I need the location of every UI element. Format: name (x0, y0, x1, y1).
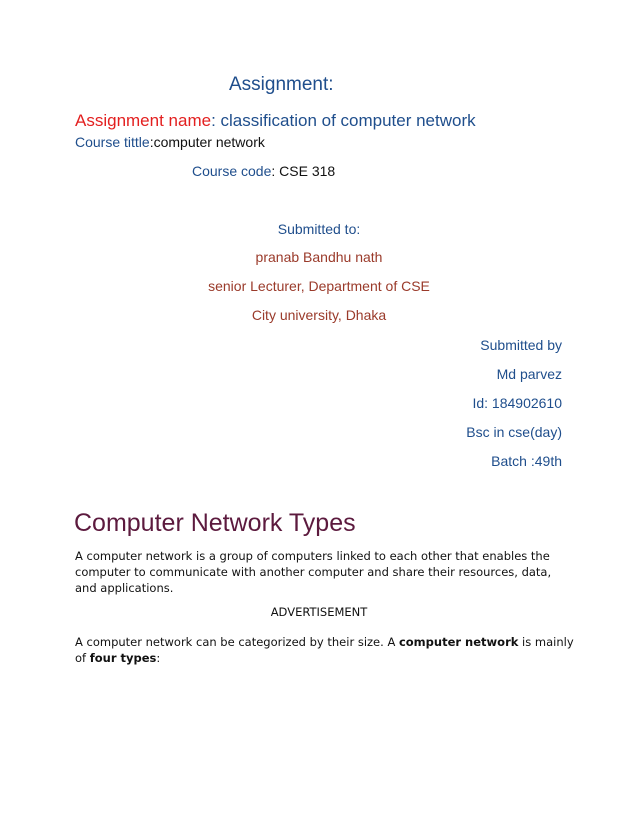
assignment-name-label: Assignment name (75, 111, 212, 130)
course-code-label: Course code (192, 163, 272, 179)
types-paragraph (75, 634, 575, 666)
advertisement-label: ADVERTISEMENT (270, 605, 368, 619)
intro-paragraph: A computer network is a group of computers linked to each other that enables the computer to communicate with another computer and share their resources, data, and applications. (75, 549, 552, 595)
types-text-1: A computer network can be categorized by their size. A (75, 635, 399, 649)
types-bold-1: computer network (398, 635, 519, 649)
course-code-value: : CSE 318 (271, 163, 336, 179)
student-name: Md parvez (496, 366, 562, 382)
student-program: Bsc in cse(day) (466, 424, 562, 440)
teacher-position: senior Lecturer, Department of CSE (208, 278, 430, 294)
types-text-2: is mainly of (75, 635, 574, 665)
course-title-value: :computer network (149, 134, 265, 150)
assignment-title: Assignment: (229, 74, 334, 95)
student-id: Id: 184902610 (472, 395, 562, 411)
submitted-to-label: Submitted to: (277, 221, 361, 237)
types-bold-2: four types (89, 651, 157, 665)
assignment-name-line (75, 111, 476, 131)
teacher-institution: City university, Dhaka (251, 307, 387, 323)
assignment-name-value: : classification of computer network (211, 111, 476, 130)
course-title-label: Course tittle (75, 134, 150, 150)
student-batch: Batch :49th (491, 453, 562, 469)
course-title-line (75, 134, 265, 150)
types-text-3: : (156, 651, 161, 665)
submitted-by-label: Submitted by (480, 337, 562, 353)
section-heading: Computer Network Types (74, 509, 356, 537)
teacher-name: pranab Bandhu nath (255, 249, 383, 265)
course-code-line (192, 163, 335, 179)
